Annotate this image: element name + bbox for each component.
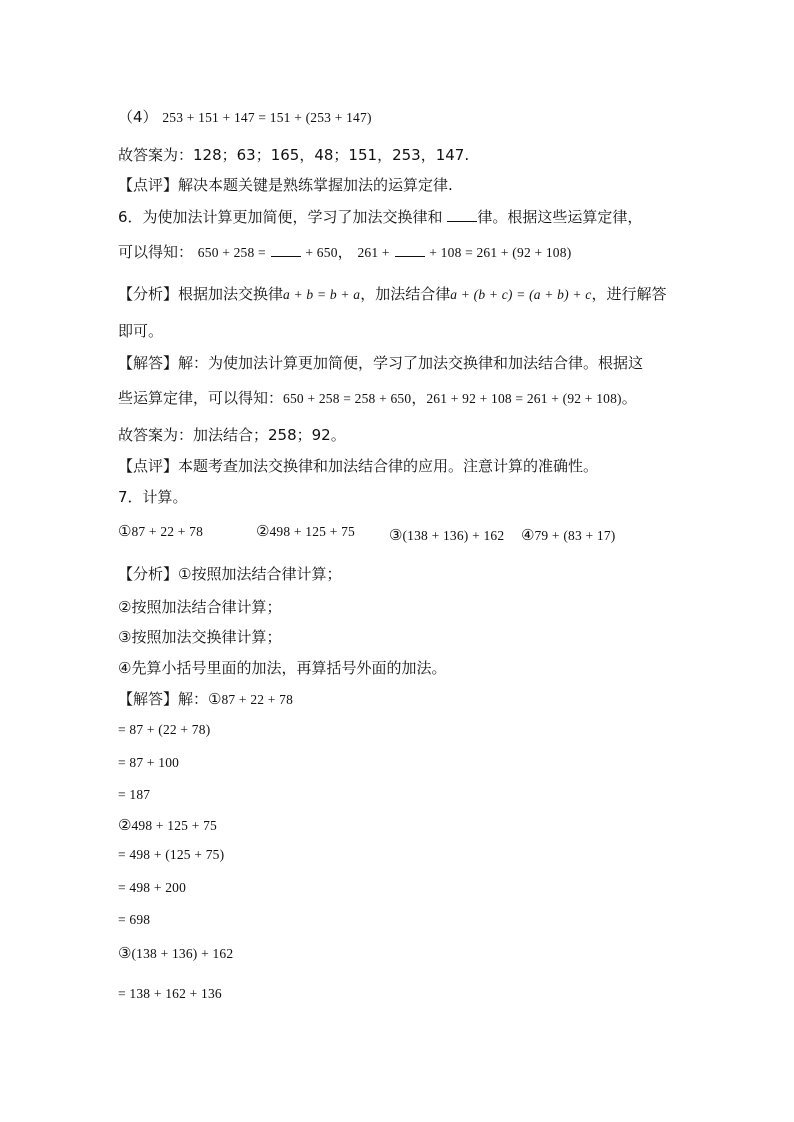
expression: 87 + 22 + 78 <box>221 692 294 707</box>
step-line: = 498 + 200 <box>118 880 187 895</box>
analysis-7-line-4: ④先算小括号里面的加法，再算括号外面的加法。 <box>118 659 447 677</box>
analysis-text: 【分析】根据加法交换律 <box>118 285 284 303</box>
expression: 79 + (83 + 17) <box>534 528 616 543</box>
answer-blank <box>395 242 425 257</box>
separator: ， <box>337 243 353 261</box>
step-line: = 87 + (22 + 78) <box>118 722 211 737</box>
comment-line-5: 【点评】解决本题关键是熟练掌握加法的运算定律. <box>118 176 453 194</box>
solution-label: 【解答】解：① <box>118 690 222 708</box>
equation-1-right: + 650 <box>305 245 338 260</box>
associative-law-formula: a + (b + c) = (a + b) + c <box>450 287 592 302</box>
step-line: = 187 <box>118 787 151 802</box>
expression: (138 + 136) + 162 <box>402 528 505 543</box>
step-line: = 698 <box>118 912 151 927</box>
analysis-7-line-3: ③按照加法交换律计算； <box>118 628 282 646</box>
answer-blank <box>447 207 477 222</box>
question-6-line-2 <box>118 242 571 263</box>
solution-6-line-1: 【解答】解：为使加法计算更加简便，学习了加法交换律和加法结合律。根据这 <box>118 354 644 372</box>
step-line: = 498 + (125 + 75) <box>118 847 225 862</box>
calc-item-2 <box>256 521 355 542</box>
expression: (138 + 136) + 162 <box>131 946 234 961</box>
comment-line-6: 【点评】本题考查加法交换律和加法结合律的应用。注意计算的准确性。 <box>118 457 599 475</box>
question-6-line-1 <box>118 207 642 227</box>
equation: 261 + 92 + 108 = 261 + (92 + 108) <box>426 391 622 406</box>
analysis-6-line-1 <box>118 284 667 305</box>
analysis-7-line-1: 【分析】①按照加法结合律计算； <box>118 565 342 583</box>
question-7-title: 7．计算。 <box>118 488 188 506</box>
equation-2-left: 261 + <box>357 245 390 260</box>
item-number: ③ <box>389 526 403 544</box>
item-number: ④ <box>521 526 535 544</box>
step-line: = 138 + 162 + 136 <box>118 986 222 1001</box>
equation: 253 + 151 + 147 = 151 + (253 + 147) <box>162 110 372 125</box>
step-line: = 87 + 100 <box>118 755 180 770</box>
item-number: ② <box>256 522 270 540</box>
item-number: ② <box>118 816 132 834</box>
item-number: ① <box>118 522 132 540</box>
solution-text: ， <box>411 389 427 407</box>
analysis-text: ，加法结合律 <box>360 285 451 303</box>
commutative-law-formula: a + b = b + a <box>283 287 361 302</box>
item-label: （4） <box>118 108 158 126</box>
equation-1-left: 650 + 258 = <box>197 245 266 260</box>
question-6-intro: 可以得知： <box>118 243 194 261</box>
answer-line-5: 故答案为：128；63；165，48；151，253，147. <box>118 146 470 164</box>
calc-item-3 <box>389 525 504 546</box>
calc-item-1 <box>118 521 203 542</box>
item-number: ③ <box>118 944 132 962</box>
expression: 87 + 22 + 78 <box>131 524 204 539</box>
question-6-text-pre: 6．为使加法计算更加简便，学习了加法交换律和 <box>118 208 448 226</box>
solution-7-line-1 <box>118 689 293 710</box>
answer-blank <box>271 242 301 257</box>
solution-7-item-3 <box>118 943 233 964</box>
answer-line-6: 故答案为：加法结合；258；92。 <box>118 426 346 444</box>
solution-text: 。 <box>621 389 637 407</box>
expression: 498 + 125 + 75 <box>269 524 355 539</box>
analysis-6-line-2: 即可。 <box>118 322 164 340</box>
question-6-text-post: 律。根据这些运算定律， <box>477 208 643 226</box>
equation: 650 + 258 = 258 + 650 <box>283 391 412 406</box>
equation-2-right: + 108 = 261 + (92 + 108) <box>429 245 572 260</box>
analysis-7-line-2: ②按照加法结合律计算； <box>118 598 282 616</box>
solution-7-item-2 <box>118 815 217 836</box>
solution-6-line-2 <box>118 388 637 409</box>
solution-text: 些运算定律，可以得知： <box>118 389 284 407</box>
expression: 498 + 125 + 75 <box>131 818 217 833</box>
analysis-text: ，进行解答 <box>591 285 667 303</box>
calc-item-4 <box>521 525 615 546</box>
line-4-conclusion <box>118 107 372 128</box>
